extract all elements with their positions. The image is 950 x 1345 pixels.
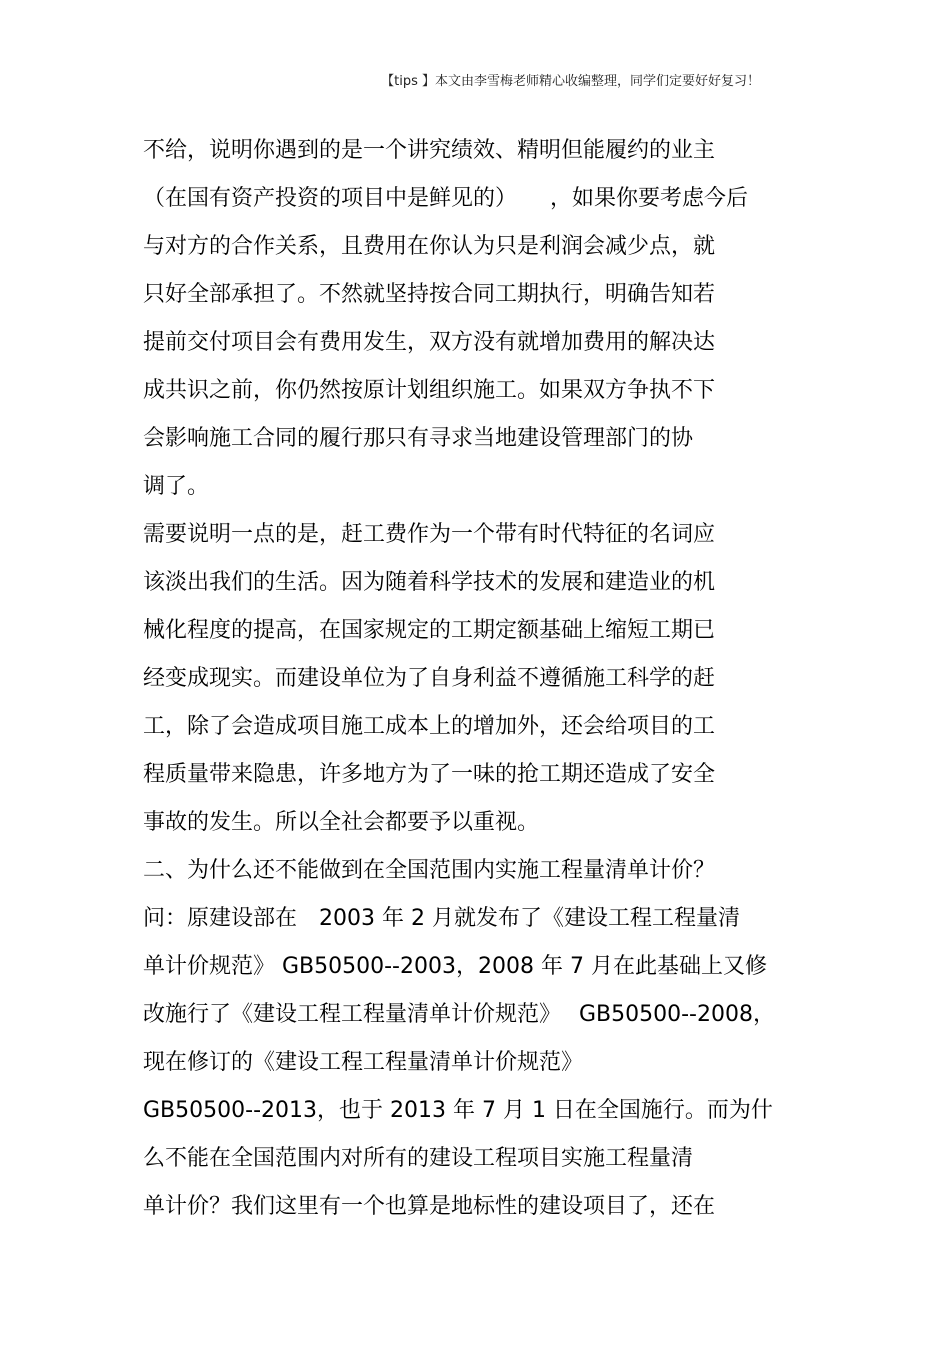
text-line: 程质量带来隐患，许多地方为了一味的抢工期还造成了安全 (143, 762, 716, 787)
text-line: 该淡出我们的生活。因为随着科学技术的发展和建造业的机 (143, 570, 716, 595)
text-line: 改施行了《建设工程工程量清单计价规范》 GB50500--2008， (143, 1002, 775, 1027)
text-line: 现在修订的《建设工程工程量清单计价规范》 (143, 1050, 584, 1075)
text-line: 工，除了会造成项目施工成本上的增加外，还会给项目的工 (143, 714, 716, 739)
text-line: 需要说明一点的是，赶工费作为一个带有时代特征的名词应 (143, 522, 716, 547)
text-line: 会影响施工合同的履行那只有寻求当地建设管理部门的协 (143, 426, 694, 451)
section-heading: 二、为什么还不能做到在全国范围内实施工程量清单计价？ (143, 858, 716, 883)
text-line: （在国有资产投资的项目中是鲜见的） ，如果你要考虑今后 (143, 186, 749, 211)
text-line: 单计价规范》 GB50500--2003，2008 年 7 月在此基础上又修 (143, 954, 767, 979)
text-line: 成共识之前，你仍然按原计划组织施工。如果双方争执不下 (143, 378, 716, 403)
text-line: GB50500--2013，也于 2013 年 7 月 1 日在全国施行。而为什 (143, 1098, 773, 1123)
text-line: 提前交付项目会有费用发生，双方没有就增加费用的解决达 (143, 330, 716, 355)
text-line: 不给，说明你遇到的是一个讲究绩效、精明但能履约的业主 (143, 138, 716, 163)
text-line: 械化程度的提高，在国家规定的工期定额基础上缩短工期已 (143, 618, 716, 643)
text-line: 问：原建设部在 2003 年 2 月就发布了《建设工程工程量清 (143, 906, 740, 931)
text-line: 事故的发生。所以全社会都要予以重视。 (143, 810, 540, 835)
body-text (143, 127, 823, 1231)
header-tips: 【tips 】本文由李雪梅老师精心收编整理，同学们定要好好复习！ (381, 74, 760, 89)
text-line: 只好全部承担了。不然就坚持按合同工期执行，明确告知若 (143, 282, 716, 307)
text-line: 调了。 (143, 474, 210, 499)
text-line: 单计价？我们这里有一个也算是地标性的建设项目了，还在 (143, 1194, 716, 1219)
text-line: 与对方的合作关系，且费用在你认为只是利润会减少点，就 (143, 234, 716, 259)
text-line: 么不能在全国范围内对所有的建设工程项目实施工程量清 (143, 1146, 694, 1171)
text-line: 经变成现实。而建设单位为了自身利益不遵循施工科学的赶 (143, 666, 716, 691)
